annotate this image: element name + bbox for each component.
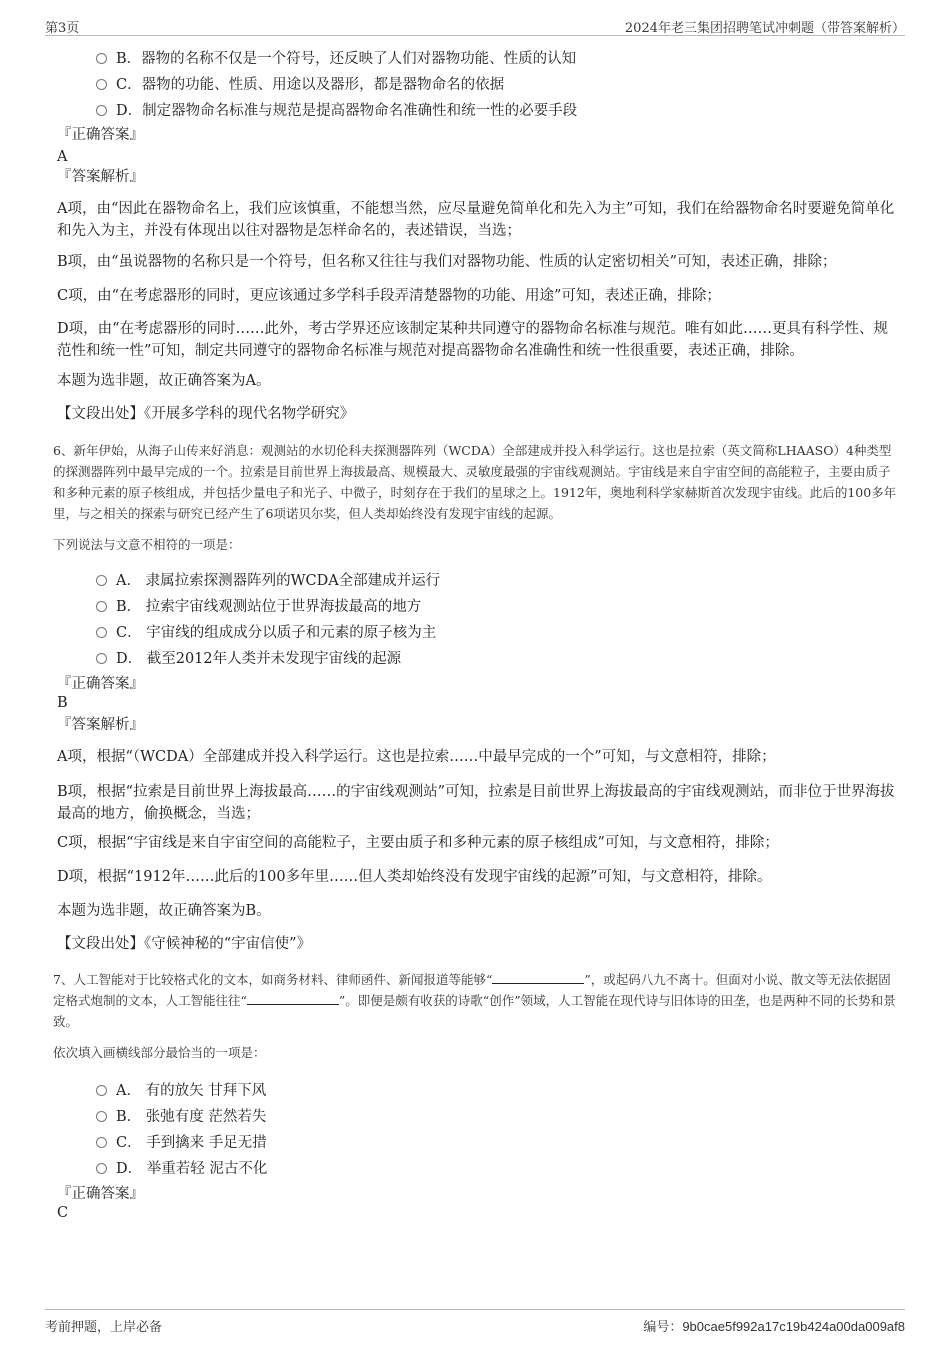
q5-source: 【文段出处】《开展多学科的现代名物学研究》 <box>57 406 355 422</box>
q6-option-a[interactable]: A． 隶属拉索探测器阵列的WCDA全部建成并运行 <box>96 569 440 590</box>
q7-answer-label: 『正确答案』 <box>57 1186 144 1202</box>
q6-stem: 6、新年伊始，从海子山传来好消息：观测站的水切伦科夫探测器阵列（WCDA）全部建成并投入科学运行。这也是拉索（英文简称LHAASO）4种类型的探测器阵列中最早完成的一个。拉索是目前世界上海拔最高、规模最大、灵敏度最强的宇宙线观测站。宇宙线是来自宇宙空间的高能粒子，主要由质子和多种元素的原子核组成，并包括少量电子和光子、中微子，时刻存在于我们的星球之上。1912年，奥地利科学家赫斯首次发现宇宙线。此后的100多年里，与之相关的探索与研究已经产生了6项诺贝尔奖，但人类却始终没有发现宇宙线的起源。 <box>53 443 897 521</box>
q5-analysis-c: C项，由“在考虑器形的同时，更应该通过多学科手段弄清楚器物的功能、用途”可知，表述正确，排除； <box>57 288 721 304</box>
q6-answer: B <box>57 695 68 711</box>
q6-conclusion: 本题为选非题，故正确答案为B。 <box>57 903 271 919</box>
q7-option-d[interactable]: D． 举重若轻 泥古不化 <box>96 1157 267 1178</box>
q6-analysis-label: 『答案解析』 <box>57 717 144 733</box>
q6-analysis-b: B项，根据“拉索是目前世界上海拔最高……的宇宙线观测站”可知，拉索是目前世界上海拔最高的宇宙线观测站，而非位于世界海拔最高的地方，偷换概念，当选； <box>57 784 895 822</box>
radio-icon[interactable] <box>96 601 107 612</box>
q7-option-a[interactable]: A． 有的放矢 甘拜下风 <box>96 1079 266 1100</box>
q6-option-d[interactable]: D． 截至2012年人类并未发现宇宙线的起源 <box>96 647 401 668</box>
q5-analysis-b: B项，由“虽说器物的名称只是一个符号，但名称又往往与我们对器物功能、性质的认定密切相关”可知，表述正确，排除； <box>57 254 837 270</box>
radio-icon[interactable] <box>96 1111 107 1122</box>
radio-icon[interactable] <box>96 1163 107 1174</box>
q7-answer: C <box>57 1205 69 1221</box>
footer-slogan: 考前押题，上岸必备 <box>45 1320 163 1335</box>
q6-analysis-a: A项，根据“（WCDA）全部建成并投入科学运行。这也是拉索……中最早完成的一个”可知，与文意相符，排除； <box>57 749 776 765</box>
q5-option-d[interactable]: D．制定器物命名标准与规范是提高器物命名准确性和统一性的必要手段 <box>96 99 577 120</box>
radio-icon[interactable] <box>96 53 107 64</box>
page-footer <box>45 1309 905 1336</box>
radio-icon[interactable] <box>96 105 107 116</box>
document-code: 编号：9b0cae5f992a17c19b424a00da009af8 <box>643 1319 905 1335</box>
page-header <box>45 15 905 36</box>
q6-option-b[interactable]: B． 拉索宇宙线观测站位于世界海拔最高的地方 <box>96 595 421 616</box>
q7-option-c[interactable]: C． 手到擒来 手足无措 <box>96 1131 267 1152</box>
q7-option-b[interactable]: B． 张弛有度 茫然若失 <box>96 1105 266 1126</box>
q6-option-c[interactable]: C． 宇宙线的组成成分以质子和元素的原子核为主 <box>96 621 436 642</box>
q7-prompt: 依次填入画横线部分最恰当的一项是： <box>53 1045 266 1060</box>
page-number: 第3页 <box>45 21 80 36</box>
radio-icon[interactable] <box>96 1085 107 1096</box>
radio-icon[interactable] <box>96 575 107 586</box>
q6-analysis-d: D项，根据“1912年……此后的100多年里……但人类却始终没有发现宇宙线的起源”可知，与文意相符，排除。 <box>57 869 772 885</box>
q5-option-c[interactable]: C．器物的功能、性质、用途以及器形，都是器物命名的依据 <box>96 73 504 94</box>
q7-stem: 7、人工智能对于比较格式化的文本，如商务材料、律师函件、新闻报道等能够“ ”，或起码八九不离十。但面对小说、散文等无法依据固定格式炮制的文本，人工智能往往“ ”。即便是颇有收获的诗歌“创作”领域，人工智能在现代诗与旧体诗的田垄，也是两种不同的长势和景致。 <box>53 972 896 1029</box>
q5-analysis-a: A项，由“因此在器物命名上，我们应该慎重，不能想当然，应尽量避免简单化和先入为主”可知，我们在给器物命名时要避免简单化和先入为主，并没有体现出以往对器物是怎样命名的，表述错误，当选； <box>57 201 895 239</box>
radio-icon[interactable] <box>96 1137 107 1148</box>
q6-prompt: 下列说法与文意不相符的一项是： <box>53 537 241 552</box>
q5-analysis-d: D项，由“在考虑器形的同时……此外，考古学界还应该制定某种共同遵守的器物命名标准与规范。唯有如此……更具有科学性、规范性和统一性”可知，制定共同遵守的器物命名标准与规范对提高器物命名准确性和统一性很重要，表述正确，排除。 <box>57 321 889 359</box>
q5-option-b[interactable]: B．器物的名称不仅是一个符号，还反映了人们对器物功能、性质的认知 <box>96 47 576 68</box>
document-title: 2024年老三集团招聘笔试冲刺题（带答案解析） <box>624 21 905 36</box>
q5-answer: A <box>57 149 68 165</box>
fill-blank-1[interactable] <box>492 971 584 984</box>
q6-answer-label: 『正确答案』 <box>57 676 144 692</box>
q6-analysis-c: C项，根据“宇宙线是来自宇宙空间的高能粒子，主要由质子和多种元素的原子核组成”可知，与文意相符，排除； <box>57 835 779 851</box>
q5-conclusion: 本题为选非题，故正确答案为A。 <box>57 373 271 389</box>
radio-icon[interactable] <box>96 653 107 664</box>
q5-analysis-label: 『答案解析』 <box>57 169 144 185</box>
fill-blank-2[interactable] <box>247 992 339 1005</box>
q5-answer-label: 『正确答案』 <box>57 127 144 143</box>
radio-icon[interactable] <box>96 79 107 90</box>
q6-source: 【文段出处】《守候神秘的“宇宙信使”》 <box>57 936 312 952</box>
radio-icon[interactable] <box>96 627 107 638</box>
